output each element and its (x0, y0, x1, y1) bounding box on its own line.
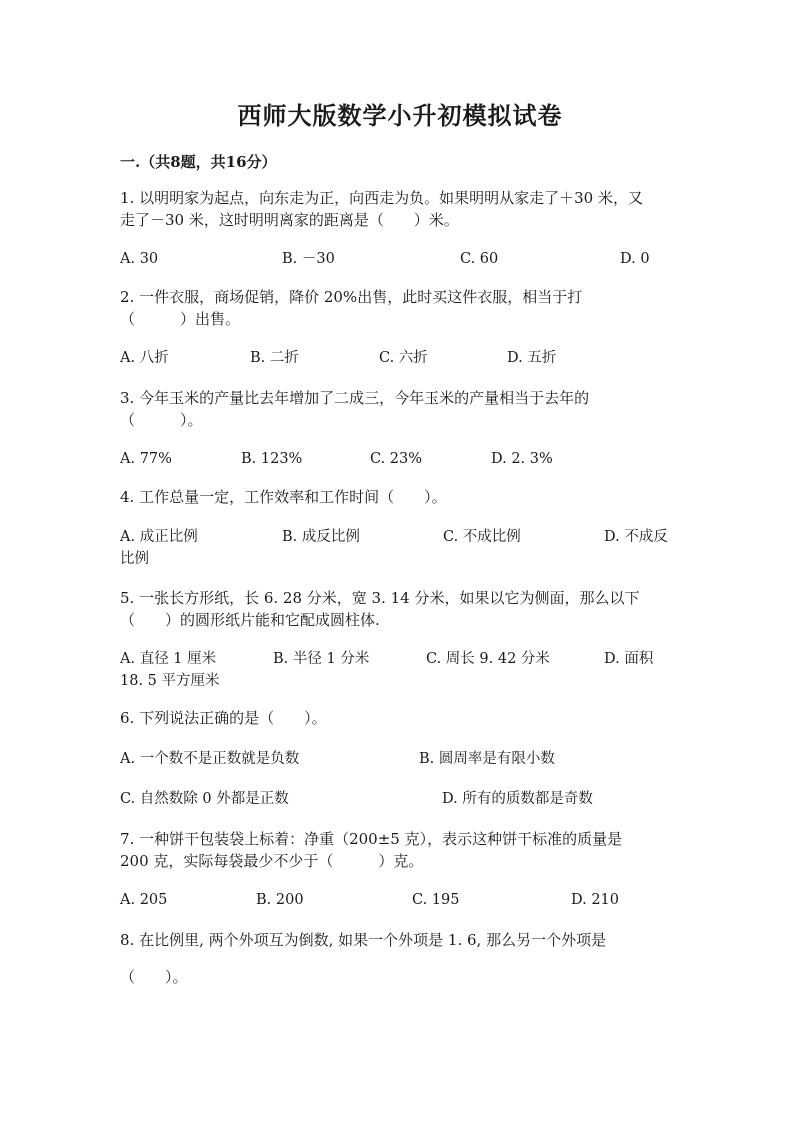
question-1 (120, 187, 682, 231)
option-b: B. 成反比例 (282, 529, 360, 545)
question-line: 6. 下列说法正确的是（ ）。 (120, 709, 327, 727)
option-c: C. 六折 (379, 350, 428, 366)
option-b: B. 200 (256, 892, 304, 908)
option-c: C. 周长 9. 42 分米 (426, 651, 550, 667)
option-b: B. 圆周率是有限小数 (419, 751, 555, 767)
option-b: B. 123% (241, 451, 303, 467)
question-line: 7. 一种饼干包装袋上标着：净重（200±5 克），表示这种饼干标准的质量是 (120, 830, 623, 848)
option-a: A. 77% (120, 451, 172, 467)
question-line: （ ）。 (120, 968, 188, 986)
section-header: 一.（共8题，共16分） (120, 153, 277, 171)
option-c: C. 不成比例 (443, 529, 521, 545)
question-7 (120, 828, 682, 872)
question-line: （ ）的圆形纸片能和它配成圆柱体. (120, 611, 380, 629)
option-d-wrap: 18. 5 平方厘米 (120, 673, 220, 689)
question-2 (120, 286, 682, 330)
option-a: A. 八折 (120, 350, 169, 366)
option-d: D. 面积 (604, 651, 654, 667)
question-5 (120, 587, 682, 631)
question-line: （ ）。 (120, 411, 203, 429)
question-line: 2. 一件衣服，商场促销，降价 20%出售，此时买这件衣服，相当于打 (120, 288, 583, 306)
option-b: B. 半径 1 分米 (273, 651, 370, 667)
option-b: B. 二折 (250, 350, 299, 366)
question-line: 8. 在比例里, 两个外项互为倒数, 如果一个外项是 1. 6, 那么另一个外项是 (120, 931, 607, 949)
question-line: 3. 今年玉米的产量比去年增加了二成三，今年玉米的产量相当于去年的 (120, 389, 590, 407)
option-d: D. 0 (620, 251, 650, 267)
option-a: A. 一个数不是正数就是负数 (120, 751, 300, 767)
option-d: D. 不成反 (604, 529, 668, 545)
option-c: C. 23% (370, 451, 423, 467)
option-d: D. 五折 (507, 350, 557, 366)
option-a: A. 205 (120, 892, 168, 908)
question-line: 走了－30 米，这时明明离家的距离是（ ）米。 (120, 211, 459, 229)
page-title: 西师大版数学小升初模拟试卷 (237, 101, 563, 130)
option-c: C. 自然数除 0 外都是正数 (120, 791, 289, 807)
option-a: A. 成正比例 (120, 529, 198, 545)
question-line: 200 克，实际每袋最少不少于（ ）克。 (120, 852, 424, 870)
option-b: B. －30 (282, 251, 335, 267)
question-6 (120, 707, 682, 729)
option-d: D. 2. 3% (491, 451, 553, 467)
question-8-blank (120, 966, 682, 988)
question-line: 1. 以明明家为起点，向东走为正，向西走为负。如果明明从家走了＋30 米，又 (120, 189, 643, 207)
question-line: 5. 一张长方形纸，长 6. 28 分米，宽 3. 14 分米，如果以它为侧面，那么以下 (120, 589, 640, 607)
question-line: （ ）出售。 (120, 310, 241, 328)
option-c: C. 195 (412, 892, 460, 908)
question-8 (120, 929, 682, 951)
option-d-wrap: 比例 (120, 551, 149, 567)
question-4 (120, 486, 682, 508)
option-a: A. 30 (120, 251, 159, 267)
question-3 (120, 387, 682, 431)
option-a: A. 直径 1 厘米 (120, 651, 217, 667)
option-d: D. 210 (571, 892, 620, 908)
option-d: D. 所有的质数都是奇数 (442, 791, 593, 807)
option-c: C. 60 (460, 251, 499, 267)
question-line: 4. 工作总量一定，工作效率和工作时间（ ）。 (120, 488, 447, 506)
